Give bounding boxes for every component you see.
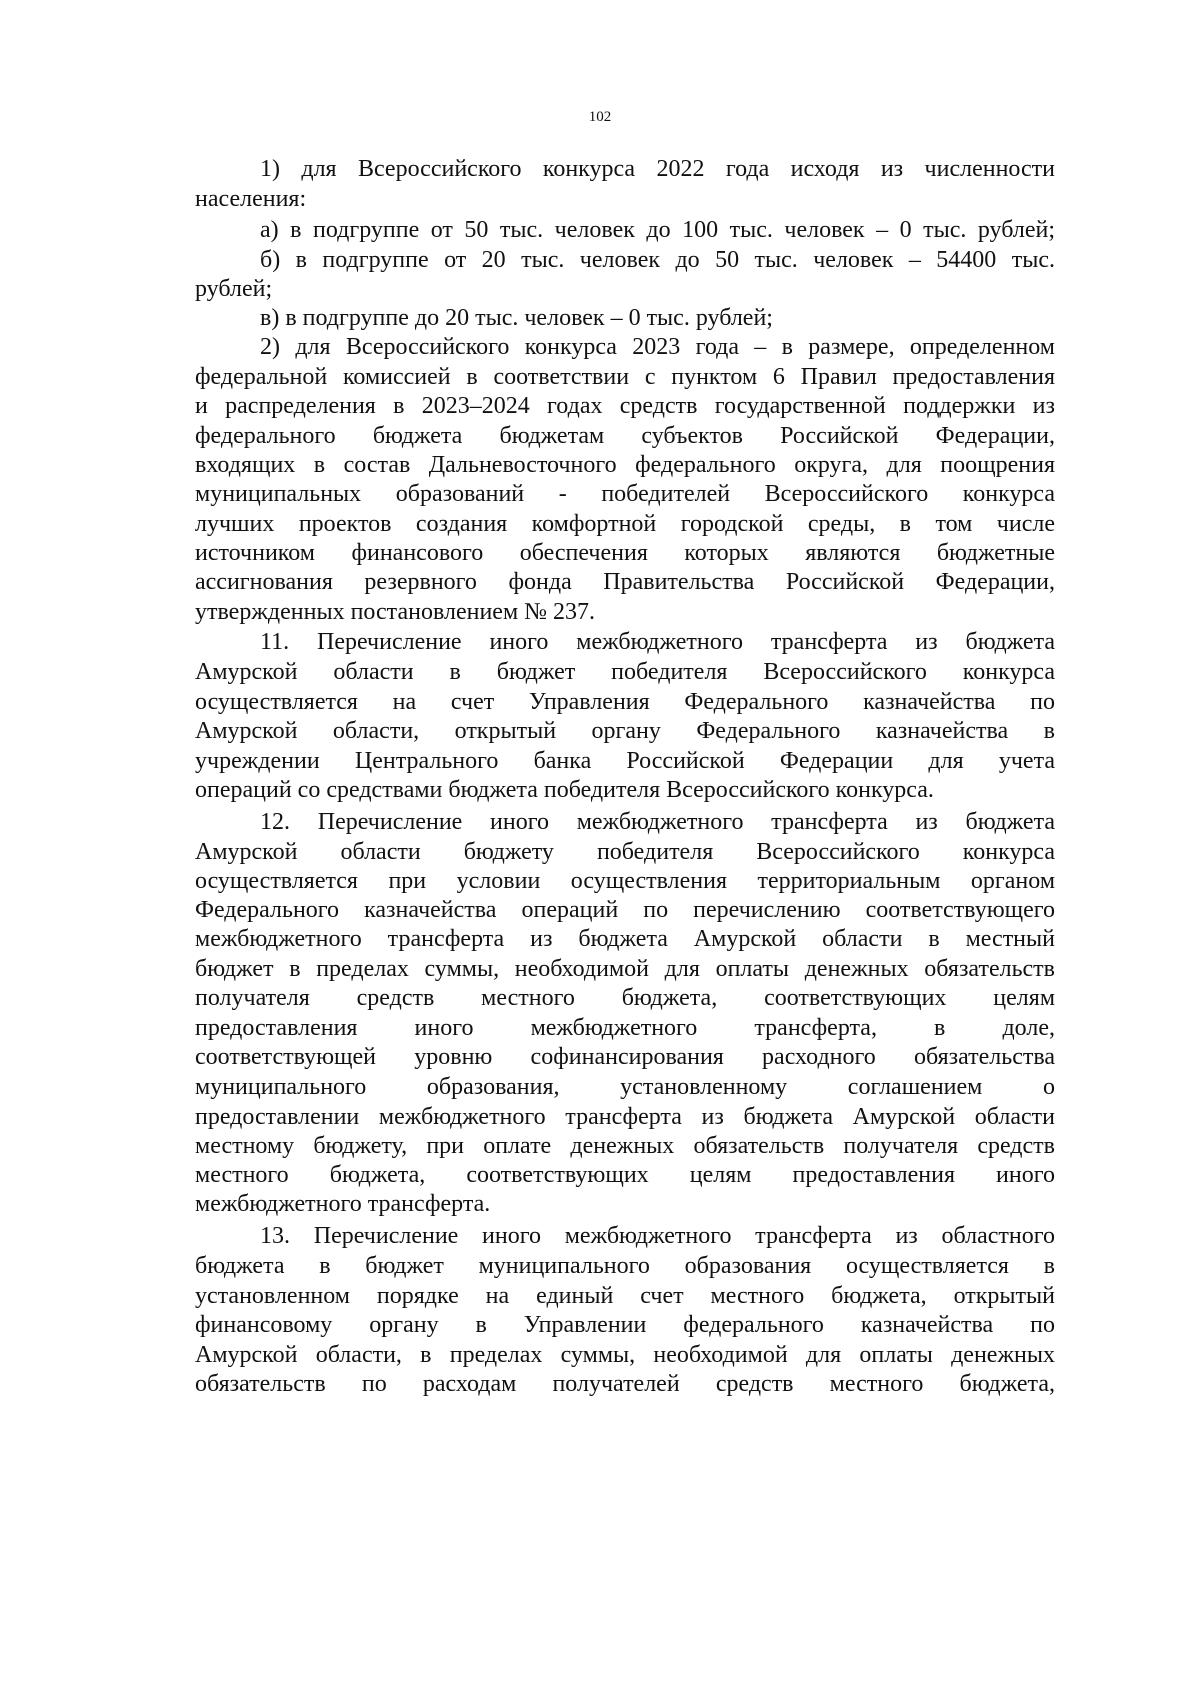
text-line: населения: [195, 186, 307, 212]
text-line: бюджет в пределах суммы, необходимой для оплаты денежных обязательств [195, 956, 1055, 982]
text-line: входящих в состав Дальневосточного федерального округа, для поощрения [195, 452, 1055, 478]
text-line: учреждении Центрального банка Российской Федерации для учета [195, 748, 1055, 774]
text-line: межбюджетного трансферта из бюджета Амурской области в местный [195, 926, 1055, 952]
text-line: межбюджетного трансферта. [195, 1191, 491, 1217]
text-line: рублей; [195, 276, 273, 302]
text-line: финансовому органу в Управлении федерального казначейства по [195, 1312, 1055, 1338]
text-line: предоставлении межбюджетного трансферта из бюджета Амурской области [195, 1104, 1055, 1130]
text-line: Федерального казначейства операций по перечислению соответствующего [195, 897, 1055, 923]
text-line: и распределения в 2023–2024 годах средств государственной поддержки из [195, 393, 1055, 419]
text-line: источником финансового обеспечения которых являются бюджетные [195, 540, 1055, 566]
text-line: 2) для Всероссийского конкурса 2023 года – в размере, определенном [260, 334, 1055, 360]
text-line: федерального бюджета бюджетам субъектов Российской Федерации, [195, 423, 1055, 449]
text-line: ассигнования резервного фонда Правительства Российской Федерации, [195, 569, 1055, 595]
text-line: Амурской области бюджету победителя Всероссийского конкурса [195, 839, 1055, 865]
text-line: муниципальных образований - победителей Всероссийского конкурса [195, 481, 1055, 507]
text-line: 11. Перечисление иного межбюджетного трансферта из бюджета [260, 629, 1055, 655]
text-line: операций со средствами бюджета победителя Всероссийского конкурса. [195, 777, 934, 803]
text-line: в) в подгруппе до 20 тыс. человек – 0 тыс. рублей; [260, 305, 773, 331]
text-line: обязательств по расходам получателей средств местного бюджета, [195, 1371, 1055, 1397]
text-line: Амурской области, в пределах суммы, необходимой для оплаты денежных [195, 1342, 1055, 1368]
text-line: местного бюджета, соответствующих целям предоставления иного [195, 1162, 1055, 1188]
text-line: 12. Перечисление иного межбюджетного трансферта из бюджета [260, 809, 1055, 835]
text-line: 1) для Всероссийского конкурса 2022 года исходя из численности [260, 156, 1055, 182]
text-line: бюджета в бюджет муниципального образования осуществляется в [195, 1253, 1055, 1279]
text-line: осуществляется на счет Управления Федерального казначейства по [195, 689, 1055, 715]
text-line: утвержденных постановлением № 237. [195, 599, 596, 625]
text-line: Амурской области в бюджет победителя Всероссийского конкурса [195, 659, 1055, 685]
text-line: лучших проектов создания комфортной городской среды, в том числе [195, 511, 1055, 537]
text-line: установленном порядке на единый счет местного бюджета, открытый [195, 1283, 1055, 1309]
text-line: 13. Перечисление иного межбюджетного трансферта из областного [260, 1223, 1055, 1249]
text-line: предоставления иного межбюджетного трансферта, в доле, [195, 1015, 1055, 1041]
page-number: 102 [588, 109, 612, 125]
text-line: б) в подгруппе от 20 тыс. человек до 50 тыс. человек – 54400 тыс. [260, 247, 1055, 273]
text-line: местному бюджету, при оплате денежных обязательств получателя средств [195, 1133, 1055, 1159]
text-line: муниципального образования, установленному соглашением о [195, 1074, 1055, 1100]
text-line: федеральной комиссией в соответствии с пунктом 6 Правил предоставления [195, 364, 1055, 390]
text-line: получателя средств местного бюджета, соответствующих целям [195, 985, 1055, 1011]
text-line: соответствующей уровню софинансирования расходного обязательства [195, 1044, 1055, 1070]
text-line: осуществляется при условии осуществления территориальным органом [195, 868, 1055, 894]
text-line: Амурской области, открытый органу Федерального казначейства в [195, 718, 1055, 744]
text-line: а) в подгруппе от 50 тыс. человек до 100 тыс. человек – 0 тыс. рублей; [260, 217, 1055, 243]
